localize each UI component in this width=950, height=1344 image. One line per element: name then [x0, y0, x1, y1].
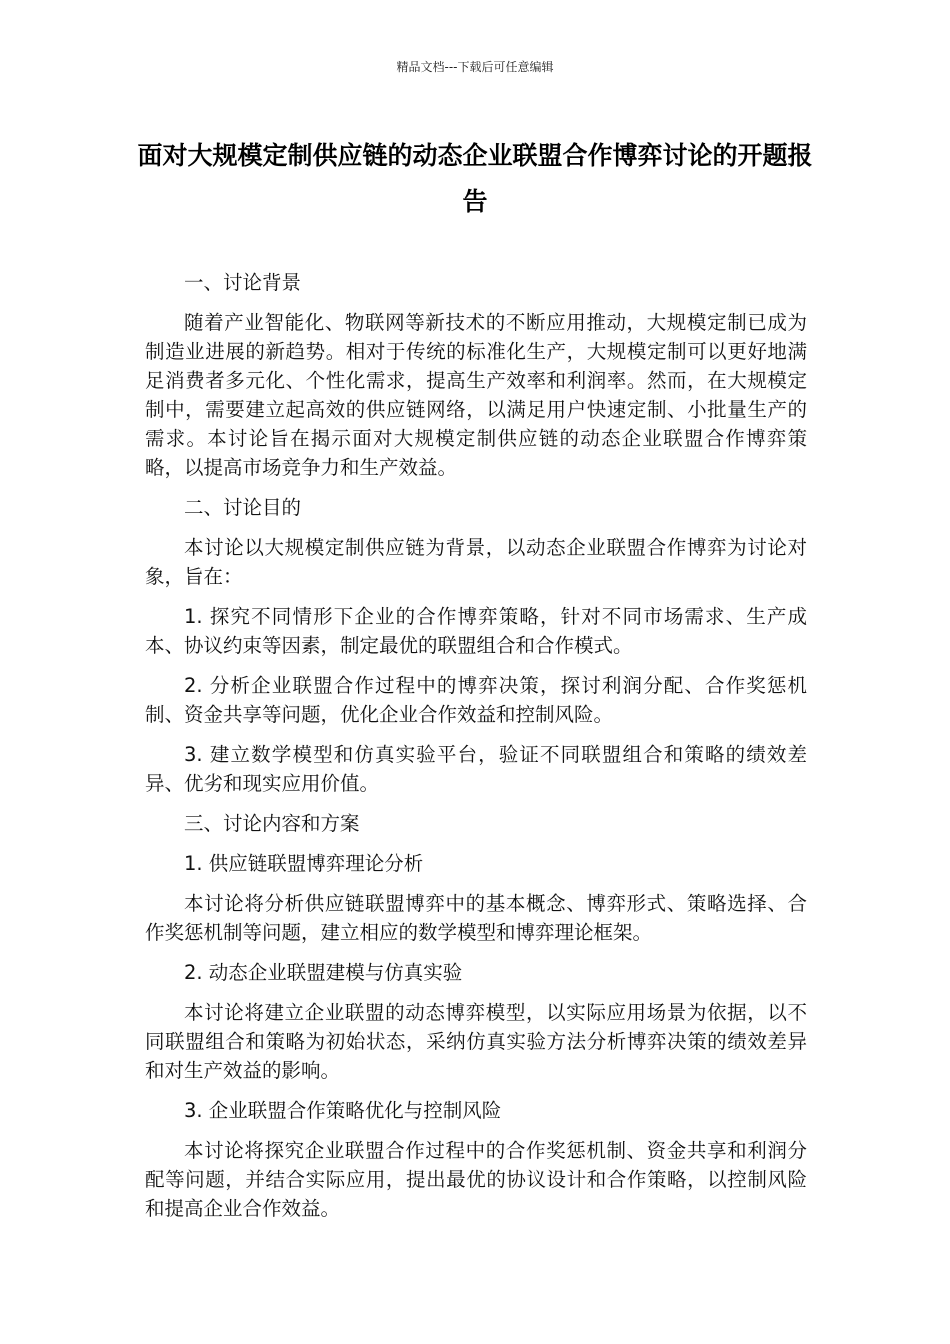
- header-note: 精品文档---下载后可任意编辑: [396, 60, 554, 74]
- purpose-item-2: 2. 分析企业联盟合作过程中的博弈决策，探讨利润分配、合作奖惩机制、资金共享等问题，优化企业合作效益和控制风险。: [145, 674, 807, 726]
- section-heading-purpose: 二、讨论目的: [184, 496, 302, 519]
- section-heading-content: 三、讨论内容和方案: [184, 812, 360, 835]
- content-paragraph-1: 本讨论将分析供应链联盟博弈中的基本概念、博弈形式、策略选择、合作奖惩机制等问题，建立相应的数学模型和博弈理论框架。: [145, 892, 807, 944]
- background-paragraph: 随着产业智能化、物联网等新技术的不断应用推动，大规模定制已成为制造业进展的新趋势。相对于传统的标准化生产，大规模定制可以更好地满足消费者多元化、个性化需求，提高生产效率和利润率。然而，在大规模定制中，需要建立起高效的供应链网络，以满足用户快速定制、小批量生产的需求。本讨论旨在揭示面对大规模定制供应链的动态企业联盟合作博弈策略，以提高市场竞争力和生产效益。: [145, 311, 807, 479]
- content-paragraph-2: 本讨论将建立企业联盟的动态博弈模型，以实际应用场景为依据，以不同联盟组合和策略为初始状态，采纳仿真实验方法分析博弈决策的绩效差异和对生产效益的影响。: [145, 1001, 807, 1082]
- content-subheading-2: 2. 动态企业联盟建模与仿真实验: [184, 961, 463, 984]
- purpose-intro-paragraph: 本讨论以大规模定制供应链为背景，以动态企业联盟合作博弈为讨论对象，旨在：: [145, 536, 807, 588]
- document-title: 面对大规模定制供应链的动态企业联盟合作博弈讨论的开题报告: [137, 141, 813, 216]
- document-body: [145, 268, 807, 1234]
- content-subheading-1: 1. 供应链联盟博弈理论分析: [184, 852, 424, 875]
- purpose-item-3: 3. 建立数学模型和仿真实验平台，验证不同联盟组合和策略的绩效差异、优劣和现实应用价值。: [145, 743, 807, 795]
- section-heading-background: 一、讨论背景: [184, 271, 302, 294]
- purpose-item-1: 1. 探究不同情形下企业的合作博弈策略，针对不同市场需求、生产成本、协议约束等因素，制定最优的联盟组合和合作模式。: [145, 605, 807, 657]
- content-subheading-3: 3. 企业联盟合作策略优化与控制风险: [184, 1099, 502, 1122]
- content-paragraph-3: 本讨论将探究企业联盟合作过程中的合作奖惩机制、资金共享和利润分配等问题，并结合实际应用，提出最优的协议设计和合作策略，以控制风险和提高企业合作效益。: [145, 1139, 807, 1220]
